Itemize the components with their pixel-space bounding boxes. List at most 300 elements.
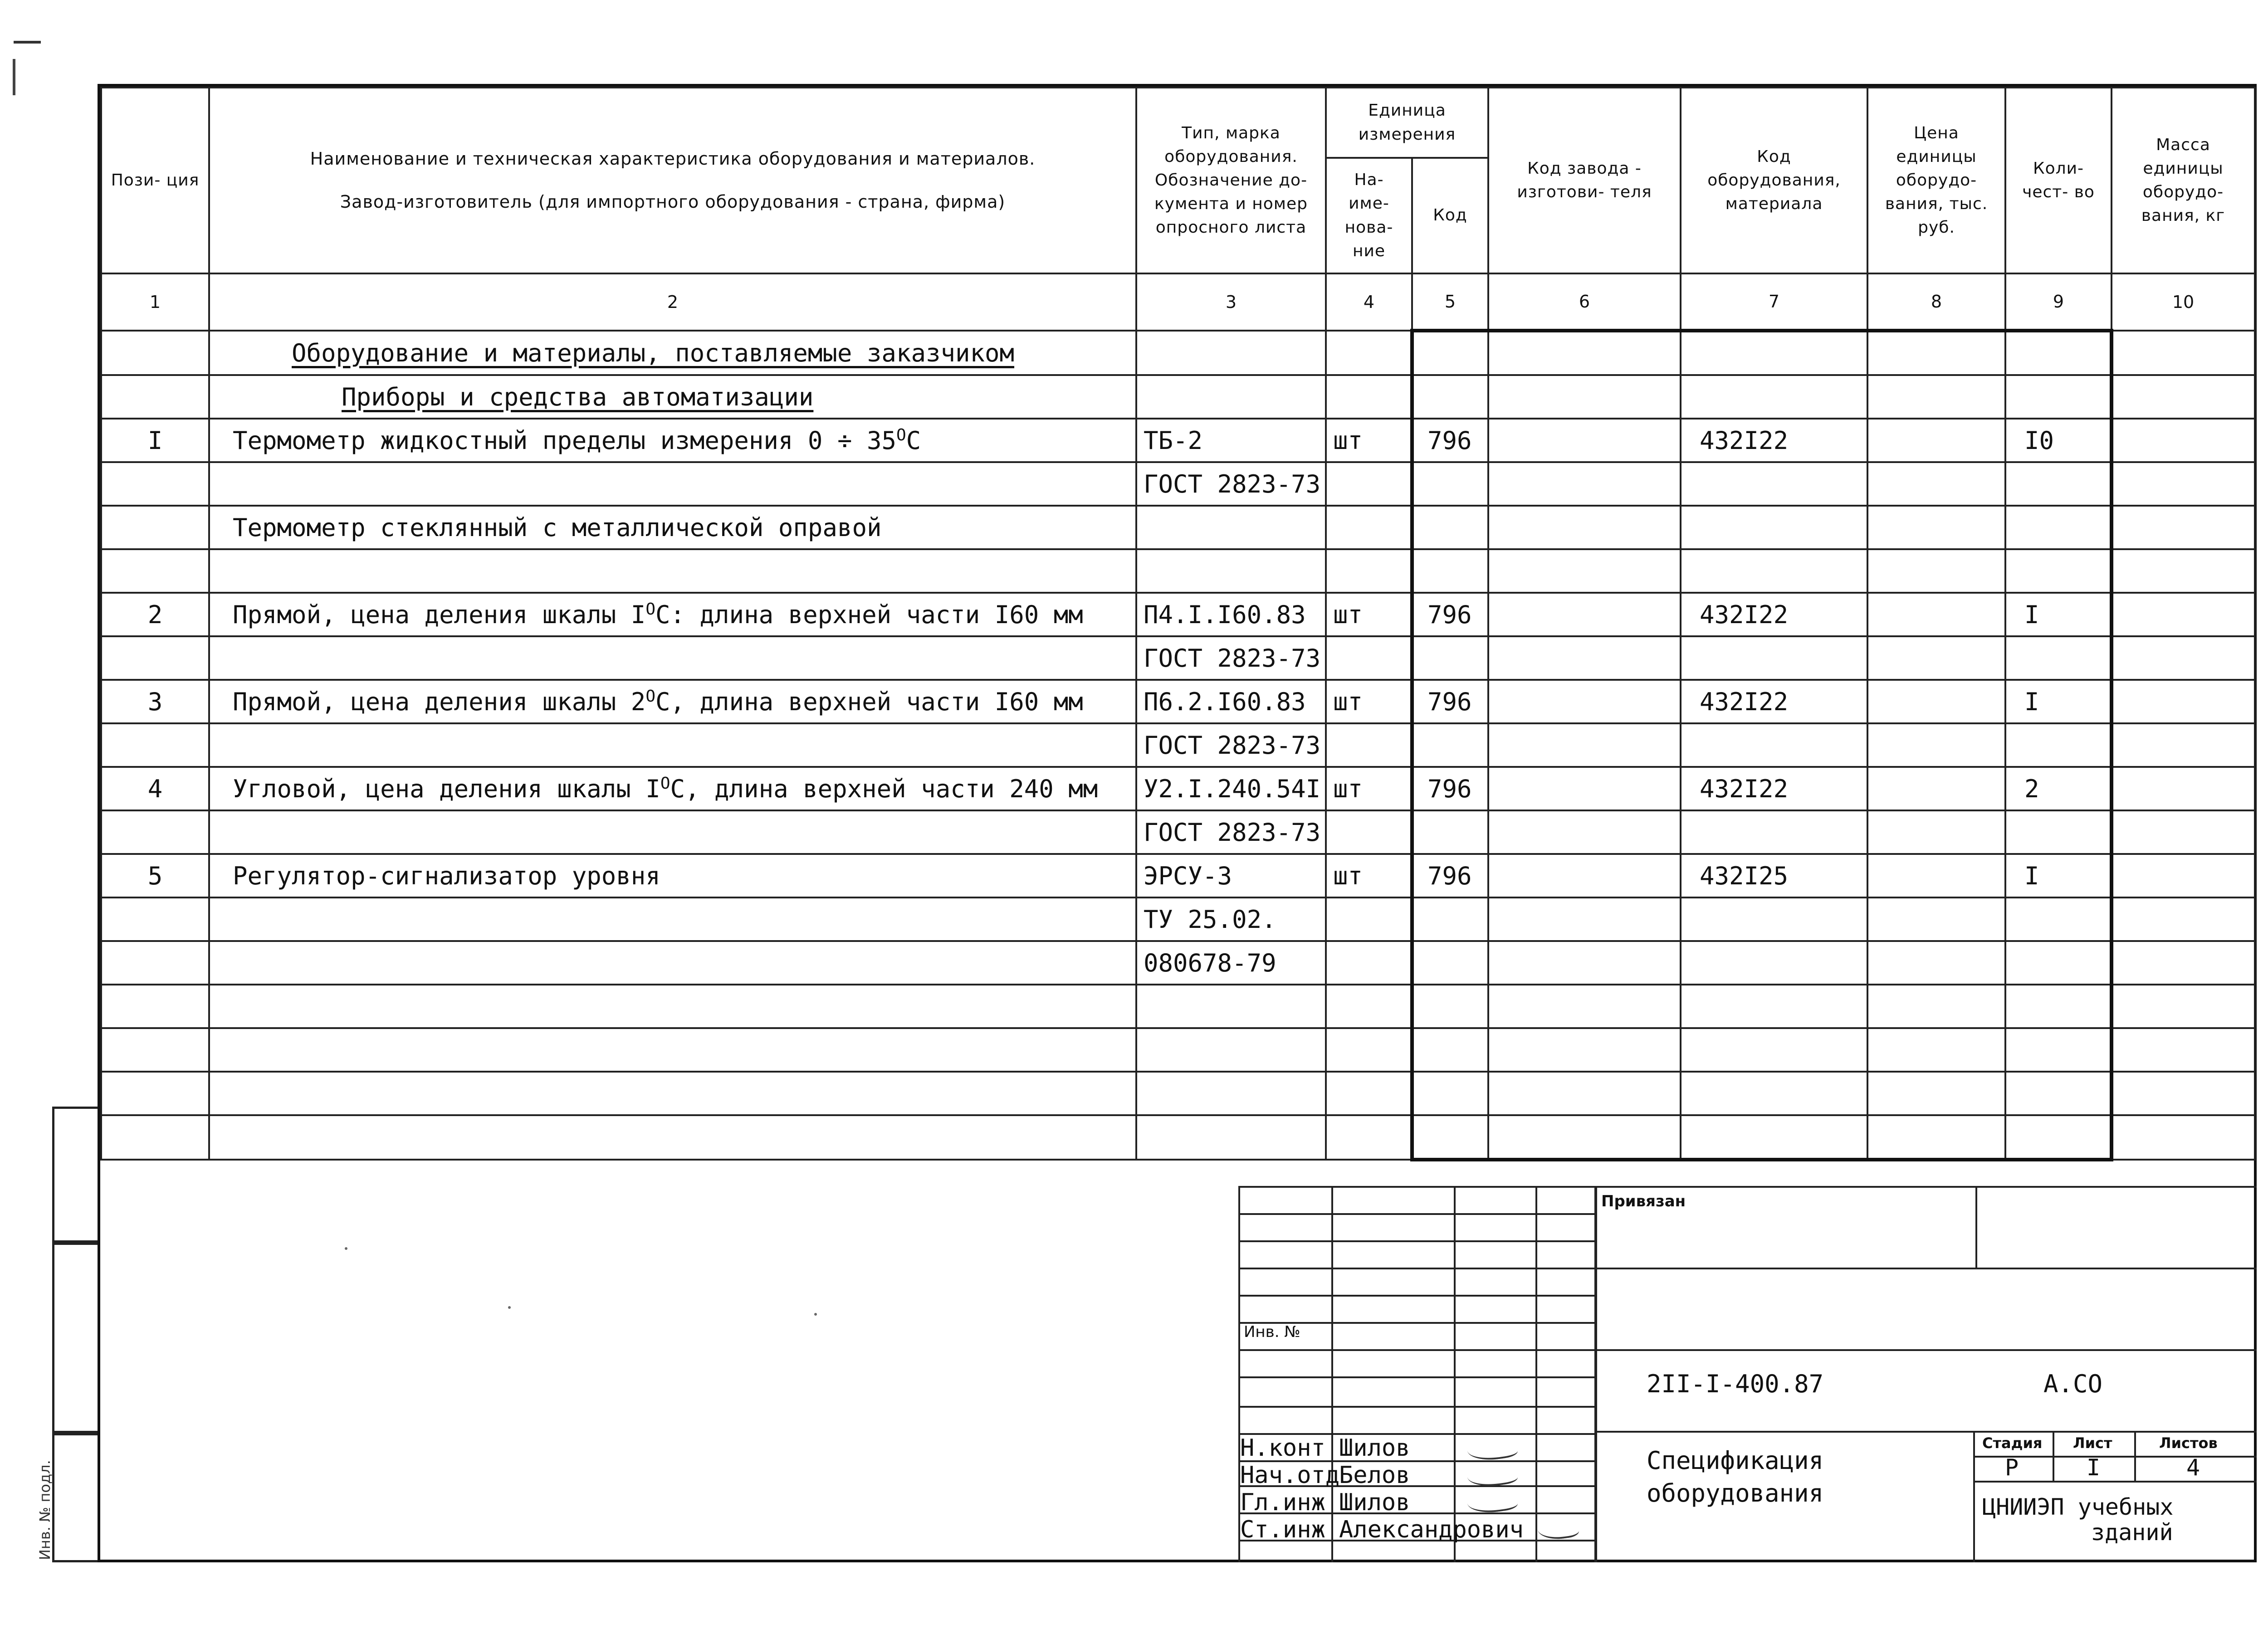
type-text: ГОСТ 2823-73 — [1144, 731, 1321, 760]
factory-code-cell — [1488, 506, 1681, 549]
price-cell — [1867, 1115, 2005, 1160]
mass-cell — [2112, 419, 2255, 462]
mass-cell — [2112, 549, 2255, 593]
unit-code-text: 796 — [1427, 426, 1472, 455]
col-number: 8 — [1867, 273, 2005, 331]
type-cell — [1136, 810, 1326, 854]
equipment-code-cell — [1681, 593, 1867, 636]
unit-code-cell — [1412, 593, 1488, 636]
mass-cell — [2112, 331, 2255, 375]
mass-cell — [2112, 1072, 2255, 1115]
table-row — [101, 331, 2255, 375]
equipment-code-cell — [1681, 419, 1867, 462]
unit-cell — [1326, 1028, 1412, 1072]
price-cell — [1867, 1072, 2005, 1115]
margin-text: Инв. № подл. — [36, 1460, 54, 1560]
unit-code-text: 796 — [1427, 600, 1472, 629]
position-cell — [101, 985, 209, 1028]
quantity-cell — [2005, 897, 2112, 941]
price-cell — [1867, 636, 2005, 680]
type-cell — [1136, 331, 1326, 375]
col-number: 10 — [2112, 273, 2255, 331]
col-number: 9 — [2005, 273, 2112, 331]
position-cell — [101, 375, 209, 419]
mass-cell — [2112, 1028, 2255, 1072]
name-cell — [209, 549, 1136, 593]
col-number: 7 — [1681, 273, 1867, 331]
price-cell — [1867, 680, 2005, 723]
equipment-code-cell — [1681, 549, 1867, 593]
signature-name: Шилов — [1339, 1434, 1410, 1462]
type-cell — [1136, 1028, 1326, 1072]
factory-code-cell — [1488, 1028, 1681, 1072]
quantity-cell — [2005, 1072, 2112, 1115]
factory-code-cell — [1488, 897, 1681, 941]
equipment-code-cell — [1681, 854, 1867, 897]
col-number: 5 — [1412, 273, 1488, 331]
quantity-text: I — [2024, 600, 2039, 629]
factory-code-cell — [1488, 462, 1681, 506]
name-cell — [209, 331, 1136, 375]
document-title-line2: оборудования — [1647, 1479, 1824, 1507]
name-cell — [209, 680, 1136, 723]
price-cell — [1867, 941, 2005, 985]
position-cell — [101, 549, 209, 593]
table-row — [101, 897, 2255, 941]
equipment-code-cell — [1681, 1028, 1867, 1072]
mass-cell — [2112, 636, 2255, 680]
position-cell — [101, 854, 209, 897]
type-cell — [1136, 897, 1326, 941]
table-row — [101, 462, 2255, 506]
quantity-cell — [2005, 593, 2112, 636]
quantity-cell — [2005, 680, 2112, 723]
mass-cell — [2112, 462, 2255, 506]
factory-code-cell — [1488, 593, 1681, 636]
quantity-cell — [2005, 941, 2112, 985]
position-cell — [101, 1115, 209, 1160]
unit-code-cell — [1412, 462, 1488, 506]
equipment-code-cell — [1681, 810, 1867, 854]
type-text: ГОСТ 2823-73 — [1144, 818, 1321, 847]
type-cell — [1136, 375, 1326, 419]
factory-code-cell — [1488, 680, 1681, 723]
quantity-cell — [2005, 331, 2112, 375]
organization — [1982, 1494, 2173, 1545]
name-cell — [209, 941, 1136, 985]
price-cell — [1867, 1028, 2005, 1072]
price-cell — [1867, 462, 2005, 506]
quantity-cell — [2005, 375, 2112, 419]
header-name-line2: Завод-изготовитель (для импортного оборудования - страна, фирма) — [340, 192, 1006, 212]
quantity-cell — [2005, 810, 2112, 854]
unit-code-cell — [1412, 1115, 1488, 1160]
type-text: 080678-79 — [1144, 948, 1276, 977]
name-cell — [209, 723, 1136, 767]
price-cell — [1867, 810, 2005, 854]
signature-name: Шилов — [1339, 1489, 1410, 1516]
header-price: Цена единицы оборудо- вания, тыс. руб. — [1867, 88, 2005, 273]
unit-cell — [1326, 680, 1412, 723]
type-cell — [1136, 549, 1326, 593]
unit-cell — [1326, 549, 1412, 593]
equipment-code-text: 432I22 — [1700, 774, 1789, 803]
margin-strip-1 — [52, 1107, 98, 1243]
position-cell — [101, 1028, 209, 1072]
factory-code-cell — [1488, 941, 1681, 985]
organization-line2: зданий — [2091, 1519, 2173, 1546]
quantity-text: I — [2024, 687, 2039, 716]
type-text: ТУ 25.02. — [1144, 905, 1276, 934]
equipment-code-cell — [1681, 636, 1867, 680]
signature-roles — [1240, 1434, 1339, 1543]
name-text: Оборудование и материалы, поставляемые заказчиком — [292, 338, 1015, 367]
position-cell — [101, 810, 209, 854]
position-cell — [101, 897, 209, 941]
unit-code-text: 796 — [1427, 861, 1472, 890]
name-cell — [209, 854, 1136, 897]
factory-code-cell — [1488, 854, 1681, 897]
signature-role: Гл.инж — [1240, 1489, 1325, 1516]
name-tail-text: C, длина верхней части 240 мм — [670, 775, 1098, 803]
name-cell — [209, 985, 1136, 1028]
unit-code-cell — [1412, 375, 1488, 419]
header-type: Тип, марка оборудования. Обозначение до- кумента и номер опросного листа — [1136, 88, 1326, 273]
type-cell — [1136, 723, 1326, 767]
unit-code-cell — [1412, 810, 1488, 854]
table-row — [101, 375, 2255, 419]
unit-code-text: 796 — [1427, 774, 1472, 803]
position-cell — [101, 593, 209, 636]
factory-code-cell — [1488, 1115, 1681, 1160]
equipment-code-cell — [1681, 941, 1867, 985]
unit-code-cell — [1412, 767, 1488, 810]
col-number: 2 — [209, 273, 1136, 331]
signature-role: Ст.инж — [1240, 1516, 1325, 1543]
type-text: ГОСТ 2823-73 — [1144, 644, 1321, 673]
unit-code-text: 796 — [1427, 687, 1472, 716]
mass-cell — [2112, 723, 2255, 767]
unit-cell — [1326, 1115, 1412, 1160]
factory-code-cell — [1488, 810, 1681, 854]
col-number: 3 — [1136, 273, 1326, 331]
type-cell — [1136, 593, 1326, 636]
equipment-code-cell — [1681, 680, 1867, 723]
unit-cell — [1326, 854, 1412, 897]
position-text: I — [147, 426, 163, 455]
equipment-code-cell — [1681, 767, 1867, 810]
header-quantity: Коли- чест- во — [2005, 88, 2112, 273]
factory-code-cell — [1488, 767, 1681, 810]
unit-code-cell — [1412, 985, 1488, 1028]
quantity-text: 2 — [2024, 774, 2039, 803]
stage-value: Р — [2005, 1454, 2019, 1481]
equipment-code-cell — [1681, 375, 1867, 419]
quantity-text: I0 — [2024, 426, 2054, 455]
position-cell — [101, 723, 209, 767]
degree-sign: O — [896, 426, 906, 444]
unit-cell — [1326, 593, 1412, 636]
unit-cell — [1326, 767, 1412, 810]
table-body — [101, 331, 2255, 1160]
unit-text: шт — [1333, 600, 1363, 629]
quantity-cell — [2005, 1028, 2112, 1072]
signature-role: Н.конт — [1240, 1434, 1325, 1462]
mass-cell — [2112, 854, 2255, 897]
mass-cell — [2112, 767, 2255, 810]
position-cell — [101, 680, 209, 723]
name-text: Термометр жидкостный пределы измерения 0 ÷ 35 — [233, 426, 896, 455]
sheets-label: Листов — [2159, 1434, 2218, 1452]
table-row — [101, 680, 2255, 723]
table-row — [101, 723, 2255, 767]
quantity-cell — [2005, 985, 2112, 1028]
document-title-line1: Спецификация — [1647, 1446, 1824, 1475]
type-cell — [1136, 462, 1326, 506]
name-tail-text: C, длина верхней части I60 мм — [655, 688, 1083, 716]
organization-line1: ЦНИИЭП учебных — [1982, 1494, 2174, 1520]
name-cell — [209, 1115, 1136, 1160]
name-cell — [209, 1072, 1136, 1115]
unit-cell — [1326, 462, 1412, 506]
unit-text: шт — [1333, 861, 1363, 890]
mass-cell — [2112, 941, 2255, 985]
position-cell — [101, 419, 209, 462]
name-tail-text: C — [906, 426, 921, 455]
header-unit: Единица измерения — [1326, 88, 1488, 158]
table-row — [101, 506, 2255, 549]
type-cell — [1136, 419, 1326, 462]
sheet-label: Лист — [2073, 1434, 2112, 1452]
mass-cell — [2112, 593, 2255, 636]
equipment-code-cell — [1681, 506, 1867, 549]
corner-mark — [14, 41, 41, 44]
table-row — [101, 854, 2255, 897]
header-mass: Масса единицы оборудо- вания, кг — [2112, 88, 2255, 273]
specification-table — [100, 87, 2256, 1161]
quantity-cell — [2005, 1115, 2112, 1160]
speck — [814, 1313, 817, 1316]
table-row — [101, 549, 2255, 593]
unit-code-cell — [1412, 636, 1488, 680]
unit-text: шт — [1333, 687, 1363, 716]
quantity-cell — [2005, 419, 2112, 462]
equipment-code-cell — [1681, 462, 1867, 506]
factory-code-cell — [1488, 985, 1681, 1028]
document-title — [1647, 1444, 1823, 1510]
name-cell — [209, 506, 1136, 549]
margin-strip-3 — [52, 1433, 98, 1562]
table-row — [101, 1115, 2255, 1160]
equipment-code-text: 432I22 — [1700, 426, 1789, 455]
unit-code-cell — [1412, 331, 1488, 375]
sheets-value: 4 — [2186, 1454, 2200, 1481]
quantity-cell — [2005, 462, 2112, 506]
name-cell — [209, 767, 1136, 810]
equipment-code-text: 432I25 — [1700, 861, 1789, 890]
quantity-cell — [2005, 636, 2112, 680]
position-text: 3 — [147, 687, 163, 716]
equipment-code-cell — [1681, 985, 1867, 1028]
header-factory-code: Код завода - изготови- теля — [1488, 88, 1681, 273]
name-cell — [209, 462, 1136, 506]
type-cell — [1136, 941, 1326, 985]
position-cell — [101, 506, 209, 549]
mass-cell — [2112, 985, 2255, 1028]
header-position: Пози- ция — [101, 88, 209, 273]
quantity-cell — [2005, 506, 2112, 549]
handwritten-signature — [1536, 1517, 1579, 1542]
unit-code-cell — [1412, 1028, 1488, 1072]
price-cell — [1867, 593, 2005, 636]
unit-text: шт — [1333, 774, 1363, 803]
unit-code-cell — [1412, 941, 1488, 985]
price-cell — [1867, 723, 2005, 767]
unit-cell — [1326, 419, 1412, 462]
name-cell — [209, 593, 1136, 636]
factory-code-cell — [1488, 375, 1681, 419]
unit-code-cell — [1412, 680, 1488, 723]
degree-sign: O — [645, 600, 655, 619]
type-text: ЭРСУ-3 — [1144, 861, 1232, 890]
unit-code-cell — [1412, 723, 1488, 767]
name-cell — [209, 419, 1136, 462]
name-text: Прямой, цена деления шкалы 2 — [233, 688, 646, 716]
price-cell — [1867, 506, 2005, 549]
margin-strip-2 — [52, 1243, 98, 1433]
equipment-code-text: 432I22 — [1700, 600, 1789, 629]
document-mark: А.СО — [2043, 1370, 2103, 1398]
equipment-code-cell — [1681, 723, 1867, 767]
name-text: Угловой, цена деления шкалы I — [233, 775, 660, 803]
unit-cell — [1326, 636, 1412, 680]
table-row — [101, 767, 2255, 810]
unit-code-cell — [1412, 897, 1488, 941]
name-cell — [209, 810, 1136, 854]
table-row — [101, 593, 2255, 636]
speck — [508, 1306, 511, 1309]
price-cell — [1867, 767, 2005, 810]
equipment-code-cell — [1681, 1072, 1867, 1115]
factory-code-cell — [1488, 723, 1681, 767]
unit-code-cell — [1412, 549, 1488, 593]
signature-role: Нач.отд — [1240, 1462, 1340, 1489]
price-cell — [1867, 897, 2005, 941]
equipment-code-cell — [1681, 331, 1867, 375]
stage-label: Стадия — [1982, 1434, 2043, 1452]
equipment-code-cell — [1681, 897, 1867, 941]
name-text: Регулятор-сигнализатор уровня — [233, 861, 660, 890]
price-cell — [1867, 419, 2005, 462]
table-row — [101, 419, 2255, 462]
name-cell — [209, 636, 1136, 680]
table-row — [101, 636, 2255, 680]
type-cell — [1136, 854, 1326, 897]
col-number: 1 — [101, 273, 209, 331]
type-cell — [1136, 680, 1326, 723]
name-cell — [209, 897, 1136, 941]
mass-cell — [2112, 375, 2255, 419]
unit-cell — [1326, 506, 1412, 549]
position-cell — [101, 1072, 209, 1115]
factory-code-cell — [1488, 1072, 1681, 1115]
header-name-line1: Наименование и техническая характеристика оборудования и материалов. — [310, 148, 1036, 169]
mass-cell — [2112, 897, 2255, 941]
degree-sign: O — [645, 687, 655, 706]
unit-cell — [1326, 941, 1412, 985]
type-text: П4.I.I60.83 — [1144, 600, 1306, 629]
mass-cell — [2112, 810, 2255, 854]
position-cell — [101, 331, 209, 375]
position-cell — [101, 462, 209, 506]
header-name — [209, 88, 1136, 273]
type-cell — [1136, 985, 1326, 1028]
degree-sign: O — [660, 774, 670, 793]
name-text: Термометр стеклянный с металлической оправой — [233, 513, 882, 542]
linked-label: Привязан — [1601, 1192, 1686, 1210]
type-cell — [1136, 767, 1326, 810]
position-cell — [101, 636, 209, 680]
equipment-code-text: 432I22 — [1700, 687, 1789, 716]
signature-name: Александрович — [1339, 1516, 1524, 1543]
name-cell — [209, 375, 1136, 419]
quantity-cell — [2005, 767, 2112, 810]
title-block — [1238, 1186, 2257, 1562]
unit-cell — [1326, 810, 1412, 854]
name-tail-text: C: длина верхней части I60 мм — [655, 600, 1083, 629]
unit-cell — [1326, 723, 1412, 767]
price-cell — [1867, 985, 2005, 1028]
unit-code-cell — [1412, 419, 1488, 462]
unit-code-cell — [1412, 1072, 1488, 1115]
type-cell — [1136, 636, 1326, 680]
unit-code-cell — [1412, 506, 1488, 549]
col-number: 4 — [1326, 273, 1412, 331]
price-cell — [1867, 375, 2005, 419]
corner-tick — [13, 59, 15, 95]
position-text: 5 — [147, 861, 163, 890]
name-cell — [209, 1028, 1136, 1072]
quantity-cell — [2005, 854, 2112, 897]
col-number: 6 — [1488, 273, 1681, 331]
table-row — [101, 1072, 2255, 1115]
type-cell — [1136, 1072, 1326, 1115]
mass-cell — [2112, 506, 2255, 549]
price-cell — [1867, 331, 2005, 375]
factory-code-cell — [1488, 419, 1681, 462]
unit-cell — [1326, 331, 1412, 375]
type-text: ГОСТ 2823-73 — [1144, 469, 1321, 498]
unit-cell — [1326, 1072, 1412, 1115]
factory-code-cell — [1488, 636, 1681, 680]
position-text: 4 — [147, 774, 163, 803]
quantity-cell — [2005, 549, 2112, 593]
inventory-number-label: Инв. № — [1244, 1323, 1300, 1341]
type-text: П6.2.I60.83 — [1144, 687, 1306, 716]
unit-cell — [1326, 375, 1412, 419]
position-text: 2 — [147, 600, 163, 629]
table-row — [101, 985, 2255, 1028]
mass-cell — [2112, 680, 2255, 723]
unit-cell — [1326, 985, 1412, 1028]
unit-code-cell — [1412, 854, 1488, 897]
type-cell — [1136, 1115, 1326, 1160]
name-text: Приборы и средства автоматизации — [342, 382, 814, 411]
position-cell — [101, 767, 209, 810]
unit-text: шт — [1333, 426, 1363, 455]
unit-cell — [1326, 897, 1412, 941]
mass-cell — [2112, 1115, 2255, 1160]
